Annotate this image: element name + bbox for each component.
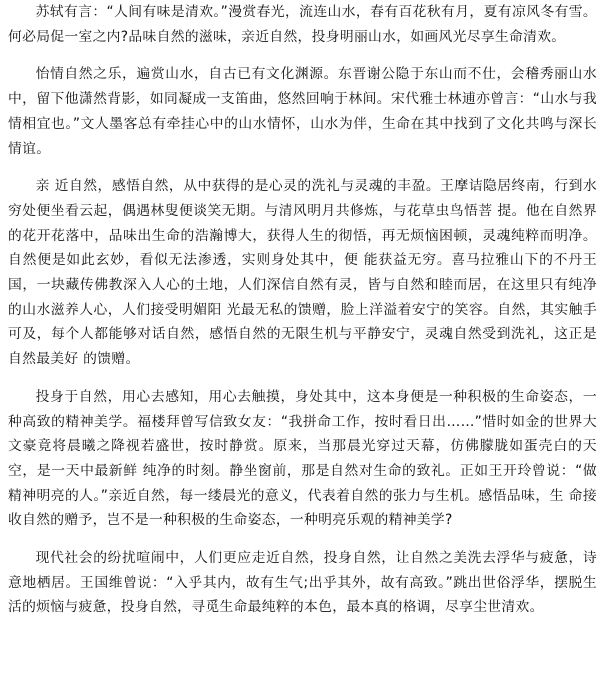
paragraph-4: 投身于自然，用心去感知，用心去触摸，身处其中，这本身便是一种积极的生命姿态，一种高致的精神美学。福楼拜曾写信致女友：“我拼命工作，按时看日出……”惜时如金的世界大文豪竟将晨曦之降视若盛世，按时静赏。原来，当那晨光穿过天幕，仿佛朦胧如蛋壳白的天空，是一天中最新鲜 纯净的时刻。静坐窗前，那是自然对生命的致礼。正如王开玲曾说：“做精神明亮的人。”亲近自然，每一缕晨光的意义，代表着自然的张力与生机。感悟品味，生 命接收自然的赠予，岂不是一种积极的生命姿态，一种明亮乐观的精神美学?	[8, 388, 597, 529]
paragraph-3: 亲 近自然，感悟自然，从中获得的是心灵的洗礼与灵魂的丰盈。王摩诘隐居终南，行到水穷处便坐看云起，偶遇林叟便谈笑无期。与清风明月共修炼，与花草虫鸟悟菩 提。他在自然界的花开花落中，品味出生命的浩瀚博大，获得人生的彻悟，再无烦恼困顿，灵魂纯粹而明净。自然便是如此玄妙，看似无法渗透，实则身处其中，便 能获益无穷。喜马拉雅山下的不丹王国，一块藏传佛教深入人心的土地，人们深信自然有灵，皆与自然和睦而居，在这里只有纯净的山水滋养人心，人们接受明媚阳 光最无私的馈赠，脸上洋溢着安宁的笑容。自然，其实触手可及，每个人都能够对话自然，感悟自然的无限生机与平静安宁，灵魂自然受到洗礼，这正是自然最美好 的馈赠。	[8, 178, 597, 368]
paragraph-1: 苏轼有言：“人间有味是清欢。”漫赏春光，流连山水，春有百花秋有月，夏有凉风冬有雪。何必局促一室之内?品味自然的滋味，亲近自然，投身明丽山水，如画风光尽享生命清欢。	[8, 4, 597, 45]
paragraph-5: 现代社会的纷扰喧闹中，人们更应走近自然，投身自然，让自然之美洗去浮华与疲惫，诗意地栖居。王国维曾说：“入乎其内，故有生气;出乎其外，故有高致。”跳出世俗浮华，摆脱生活的烦恼与疲惫，投身自然，寻觅生命最纯粹的本色，最本真的格调，尽享尘世清欢。	[8, 550, 597, 616]
paragraph-2: 怡情自然之乐，遍赏山水，自古已有文化渊源。东晋谢公隐于东山而不仕，会稽秀丽山水中，留下他潇然背影，如同凝成一支笛曲，悠然回响于林间。宋代雅士林逋亦曾言：“山水与我情相宜也。”文人墨客总有牵挂心中的山水情怀，山水为伴，生命在其中找到了文化共鸣与深长情谊。	[8, 66, 597, 157]
